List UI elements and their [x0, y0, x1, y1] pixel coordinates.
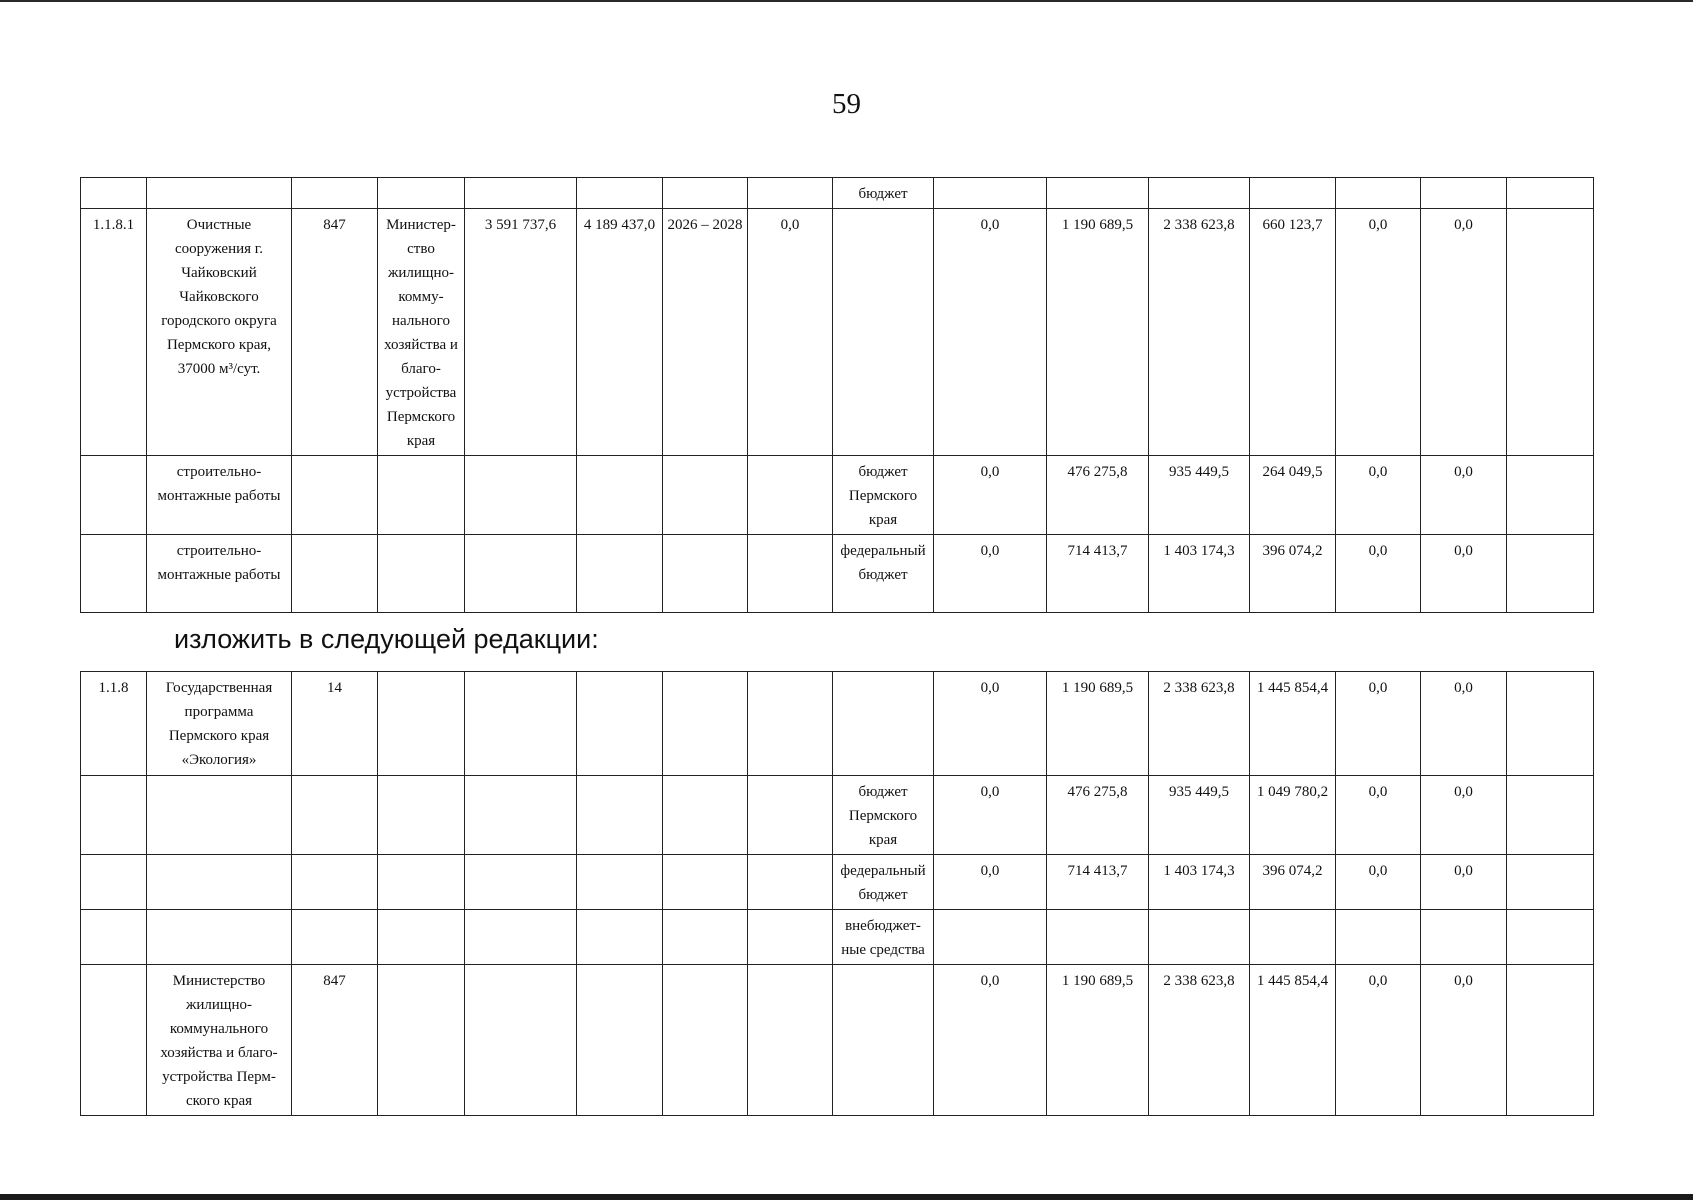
table-cell: 1 445 854,4	[1250, 965, 1336, 1116]
table-cell	[1507, 910, 1594, 965]
table-row	[81, 910, 1594, 965]
table-cell: 396 074,2	[1250, 535, 1336, 613]
table-cell	[663, 535, 748, 613]
table-cell	[577, 178, 663, 209]
table-cell: 3 591 737,6	[465, 209, 577, 456]
table-cell	[378, 910, 465, 965]
table-cell	[1507, 965, 1594, 1116]
table-cell	[378, 672, 465, 776]
table-cell: 0,0	[1336, 965, 1421, 1116]
table-cell	[1149, 178, 1250, 209]
table-cell: федеральный бюджет	[833, 535, 934, 613]
transition-text: изложить в следующей редакции:	[174, 624, 599, 654]
table-cell: 0,0	[934, 672, 1047, 776]
table-cell: 0,0	[1421, 776, 1507, 855]
table-cell: строительно-монтажные работы	[147, 535, 292, 613]
table-cell	[378, 855, 465, 910]
table-cell	[465, 178, 577, 209]
table-cell	[663, 910, 748, 965]
table-cell	[465, 535, 577, 613]
table-cell: 0,0	[934, 855, 1047, 910]
table-cell	[378, 965, 465, 1116]
table-cell	[1336, 910, 1421, 965]
table-cell: 0,0	[1336, 209, 1421, 456]
table-cell	[663, 855, 748, 910]
table-cell	[577, 965, 663, 1116]
table-cell: 14	[292, 672, 378, 776]
table-cell	[81, 178, 147, 209]
table-cell: Министерство жилищно-коммунального хозяйства и благо-устройства Перм-ского края	[147, 965, 292, 1116]
table-cell	[147, 855, 292, 910]
table-cell	[465, 456, 577, 535]
table-cell	[1421, 178, 1507, 209]
scan-edge-top	[0, 0, 1693, 2]
table-cell: внебюджет-ные средства	[833, 910, 934, 965]
table-cell: 2026 – 2028	[663, 209, 748, 456]
table-cell	[292, 776, 378, 855]
table-cell	[577, 855, 663, 910]
table-cell	[748, 776, 833, 855]
table-cell	[577, 456, 663, 535]
table-cell: 1.1.8	[81, 672, 147, 776]
table-cell	[147, 776, 292, 855]
table-cell	[465, 855, 577, 910]
table-cell	[1507, 672, 1594, 776]
table-cell: 714 413,7	[1047, 535, 1149, 613]
table-cell: 0,0	[1336, 855, 1421, 910]
table-cell	[577, 672, 663, 776]
table-cell	[1336, 178, 1421, 209]
table-cell	[833, 965, 934, 1116]
table-cell	[465, 776, 577, 855]
table-cell	[465, 965, 577, 1116]
table-cell	[465, 672, 577, 776]
table-cell: 1.1.8.1	[81, 209, 147, 456]
table-cell	[1507, 535, 1594, 613]
table-cell: 0,0	[1421, 965, 1507, 1116]
budget-table-after-body	[81, 672, 1594, 1116]
table-cell	[1421, 910, 1507, 965]
table-cell: 1 190 689,5	[1047, 965, 1149, 1116]
table-cell	[934, 910, 1047, 965]
table-cell: бюджет Пермского края	[833, 456, 934, 535]
scan-edge-bottom	[0, 1194, 1693, 1200]
table-cell	[663, 965, 748, 1116]
table-cell: 0,0	[934, 776, 1047, 855]
table-row	[81, 535, 1594, 613]
table-cell	[1507, 209, 1594, 456]
table-cell: 0,0	[1421, 672, 1507, 776]
table-cell	[1507, 776, 1594, 855]
table-cell	[748, 672, 833, 776]
table-cell	[292, 910, 378, 965]
table-cell	[81, 910, 147, 965]
table-cell	[748, 178, 833, 209]
table-cell: 0,0	[1336, 535, 1421, 613]
table-cell	[577, 535, 663, 613]
table-row	[81, 178, 1594, 209]
table-cell	[748, 910, 833, 965]
table-cell	[833, 672, 934, 776]
table-cell	[748, 456, 833, 535]
table-cell: Очистные сооружения г. Чайковский Чайковского городского округа Пермского края, 37000 м³/сут.	[147, 209, 292, 456]
table-cell	[81, 776, 147, 855]
table-cell	[378, 776, 465, 855]
table-cell: 0,0	[1421, 456, 1507, 535]
table-cell: 396 074,2	[1250, 855, 1336, 910]
table-cell: 1 445 854,4	[1250, 672, 1336, 776]
table-cell: Государственная программа Пермского края «Экология»	[147, 672, 292, 776]
table-cell: 847	[292, 965, 378, 1116]
budget-table-before	[80, 177, 1594, 613]
table-cell	[577, 776, 663, 855]
table-cell	[465, 910, 577, 965]
table-cell: 0,0	[934, 965, 1047, 1116]
table-cell: федеральный бюджет	[833, 855, 934, 910]
table-cell: 0,0	[934, 535, 1047, 613]
table-cell: 0,0	[748, 209, 833, 456]
table-row	[81, 965, 1594, 1116]
table-cell	[748, 535, 833, 613]
table-cell	[833, 209, 934, 456]
table-row	[81, 776, 1594, 855]
budget-table-before-body	[81, 178, 1594, 613]
table-cell: 0,0	[934, 456, 1047, 535]
table-cell: 0,0	[1421, 209, 1507, 456]
table-row	[81, 456, 1594, 535]
table-cell: 847	[292, 209, 378, 456]
table-cell	[1507, 456, 1594, 535]
page-number: 59	[832, 88, 861, 120]
table-cell	[81, 965, 147, 1116]
table-cell: 0,0	[1421, 855, 1507, 910]
budget-table-after	[80, 671, 1594, 1116]
table-cell: 264 049,5	[1250, 456, 1336, 535]
table-cell: 476 275,8	[1047, 456, 1149, 535]
table-cell	[292, 456, 378, 535]
table-cell	[1250, 178, 1336, 209]
table-cell	[378, 456, 465, 535]
table-row	[81, 855, 1594, 910]
table-cell: 2 338 623,8	[1149, 965, 1250, 1116]
table-cell: Министер-ство жилищно-комму-нального хозяйства и благо-устройства Пермского края	[378, 209, 465, 456]
table-row	[81, 672, 1594, 776]
table-cell	[748, 855, 833, 910]
table-cell	[1047, 910, 1149, 965]
table-cell: 476 275,8	[1047, 776, 1149, 855]
table-cell	[378, 535, 465, 613]
table-cell: 1 403 174,3	[1149, 535, 1250, 613]
table-cell	[663, 776, 748, 855]
table-cell: 935 449,5	[1149, 776, 1250, 855]
table-cell: 1 190 689,5	[1047, 672, 1149, 776]
table-cell	[663, 178, 748, 209]
table-cell	[292, 178, 378, 209]
table-cell: 2 338 623,8	[1149, 672, 1250, 776]
table-cell: 0,0	[934, 209, 1047, 456]
table-cell	[1047, 178, 1149, 209]
table-cell	[292, 855, 378, 910]
table-cell	[147, 178, 292, 209]
table-cell: 0,0	[1421, 535, 1507, 613]
table-cell	[1507, 178, 1594, 209]
table-cell: 0,0	[1336, 776, 1421, 855]
table-cell	[663, 672, 748, 776]
table-cell: 1 049 780,2	[1250, 776, 1336, 855]
table-cell: 0,0	[1336, 456, 1421, 535]
table-cell	[378, 178, 465, 209]
table-cell	[81, 535, 147, 613]
table-cell: 4 189 437,0	[577, 209, 663, 456]
table-cell: 660 123,7	[1250, 209, 1336, 456]
table-cell: бюджет Пермского края	[833, 776, 934, 855]
table-cell	[147, 910, 292, 965]
table-cell: строительно-монтажные работы	[147, 456, 292, 535]
table-cell: 0,0	[1336, 672, 1421, 776]
table-cell	[663, 456, 748, 535]
table-cell	[1149, 910, 1250, 965]
table-cell: 714 413,7	[1047, 855, 1149, 910]
table-cell	[1507, 855, 1594, 910]
table-row	[81, 209, 1594, 456]
table-cell	[748, 965, 833, 1116]
table-cell	[934, 178, 1047, 209]
table-cell: 1 190 689,5	[1047, 209, 1149, 456]
table-cell	[292, 535, 378, 613]
table-cell: 2 338 623,8	[1149, 209, 1250, 456]
table-cell	[1250, 910, 1336, 965]
table-cell: бюджет	[833, 178, 934, 209]
table-cell	[81, 456, 147, 535]
table-cell: 1 403 174,3	[1149, 855, 1250, 910]
table-cell	[81, 855, 147, 910]
table-cell: 935 449,5	[1149, 456, 1250, 535]
table-cell	[577, 910, 663, 965]
